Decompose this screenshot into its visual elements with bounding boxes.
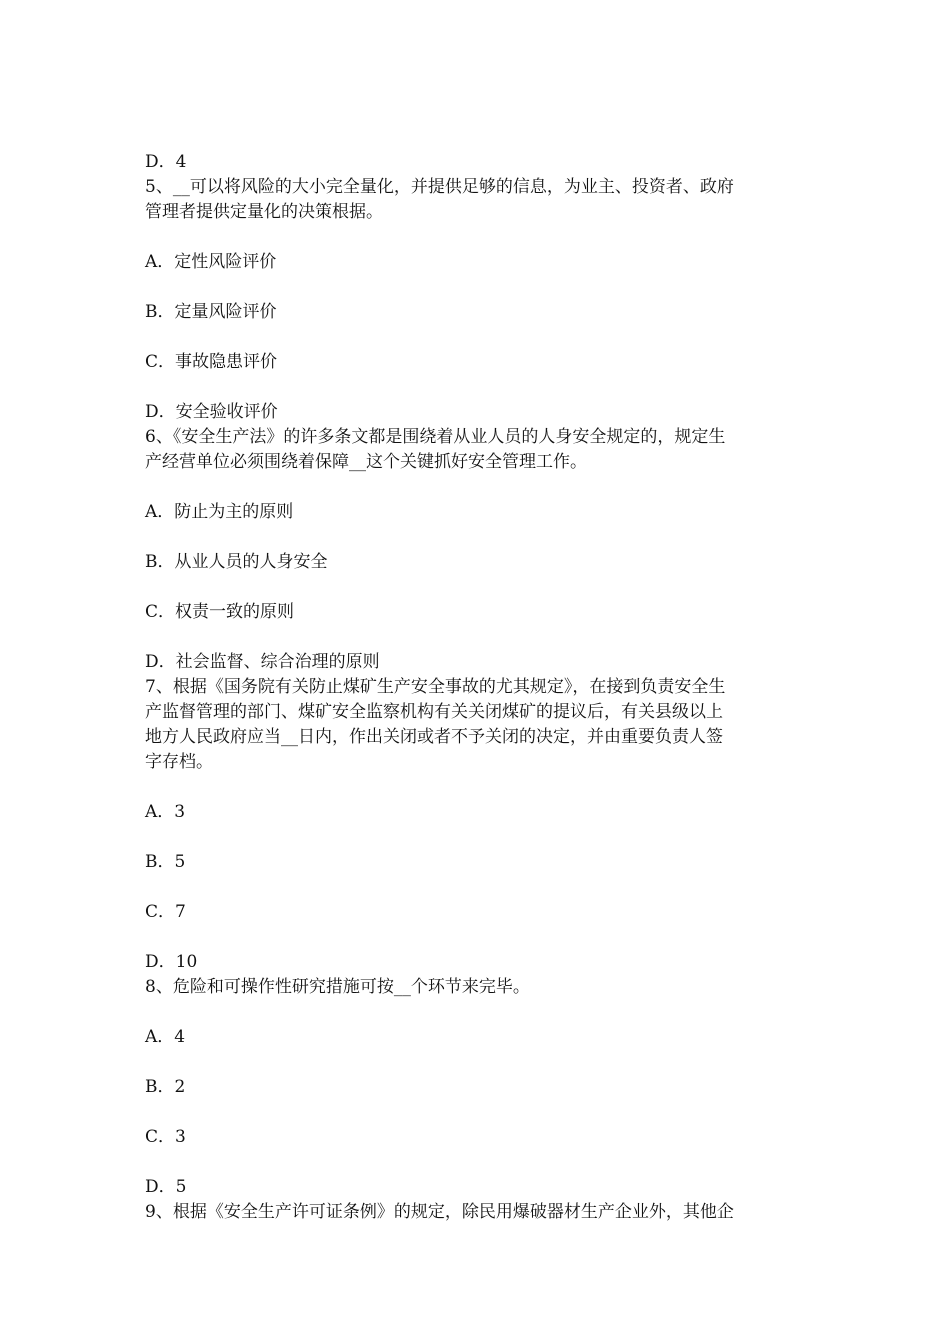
- question-9-stem-line-1: 9、根据《安全生产许可证条例》的规定，除民用爆破器材生产企业外，其他企: [145, 1202, 734, 1222]
- question-5-stem-line-2: 管理者提供定量化的决策根据。: [145, 202, 383, 222]
- question-7-option-b: B．5: [145, 852, 186, 872]
- question-7-option-c: C．7: [145, 902, 186, 922]
- question-8-option-b: B．2: [145, 1077, 186, 1097]
- question-7-option-d: D．10: [145, 952, 198, 972]
- question-9: [145, 1200, 810, 1225]
- question-8-option-c: C．3: [145, 1127, 186, 1147]
- question-7-stem-line-4: 字存档。: [145, 752, 213, 772]
- question-5-stem-line-1: 5、__可以将风险的大小完全量化，并提供足够的信息，为业主、投资者、政府: [145, 177, 734, 197]
- question-5-option-b: B．定量风险评价: [145, 302, 277, 322]
- question-8-stem-line-1: 8、危险和可操作性研究措施可按__个环节来完毕。: [145, 977, 530, 997]
- question-6-option-a: A．防止为主的原则: [145, 502, 294, 522]
- question-8-option-d: D．5: [145, 1177, 187, 1197]
- document-body: [145, 150, 810, 1225]
- question-8: [145, 975, 810, 1200]
- question-6-stem-line-1: 6、《安全生产法》的许多条文都是围绕着从业人员的人身安全规定的，规定生: [145, 427, 726, 447]
- previous-option-d: D．4: [145, 152, 187, 172]
- question-7: [145, 675, 810, 975]
- question-7-stem-line-2: 产监督管理的部门、煤矿安全监察机构有关关闭煤矿的提议后，有关县级以上: [145, 702, 723, 722]
- question-7-option-a: A．3: [145, 802, 186, 822]
- question-7-stem-line-3: 地方人民政府应当__日内，作出关闭或者不予关闭的决定，并由重要负责人签: [145, 727, 723, 747]
- question-6-option-b: B．从业人员的人身安全: [145, 552, 328, 572]
- question-6: [145, 425, 810, 675]
- question-5-option-d: D．安全验收评价: [145, 402, 278, 422]
- question-5: [145, 175, 810, 425]
- question-6-option-d: D．社会监督、综合治理的原则: [145, 652, 380, 672]
- question-6-stem-line-2: 产经营单位必须围绕着保障__这个关键抓好安全管理工作。: [145, 452, 587, 472]
- question-5-option-c: C．事故隐患评价: [145, 352, 278, 372]
- question-6-option-c: C．权责一致的原则: [145, 602, 295, 622]
- question-7-stem-line-1: 7、根据《国务院有关防止煤矿生产安全事故的尤其规定》，在接到负责安全生: [145, 677, 726, 697]
- question-8-option-a: A．4: [145, 1027, 186, 1047]
- question-5-option-a: A．定性风险评价: [145, 252, 277, 272]
